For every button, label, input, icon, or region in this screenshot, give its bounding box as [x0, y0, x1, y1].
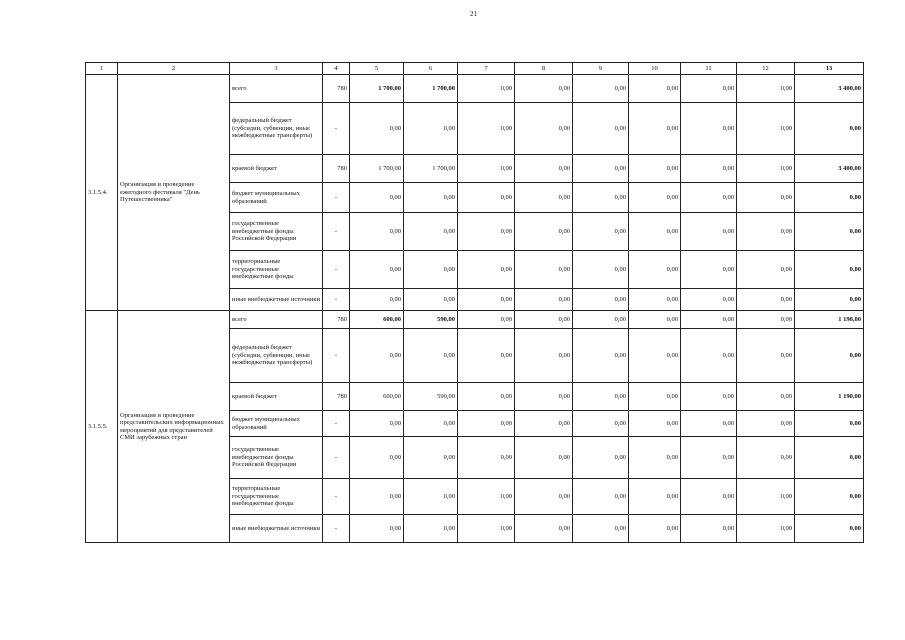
- value-cell-col-8: 0,00: [515, 329, 573, 383]
- value-cell-col-13: 0,00: [795, 213, 864, 251]
- col-4-value: -: [323, 183, 350, 213]
- col-4-value: -: [323, 103, 350, 155]
- value-cell-col-13: 0,00: [795, 329, 864, 383]
- value-cell-col-10: 0,00: [629, 329, 681, 383]
- value-cell-col-7: 0,00: [458, 329, 515, 383]
- funding-source: государственные внебюджетные фонды Российской Федерации: [230, 437, 323, 479]
- value-cell-col-9: 0,00: [573, 383, 629, 411]
- value-cell-col-8: 0,00: [515, 155, 573, 183]
- value-cell-col-9: 0,00: [573, 103, 629, 155]
- value-cell-col-5: 600,00: [350, 311, 404, 329]
- value-cell-col-13: 0,00: [795, 103, 864, 155]
- value-cell-col-9: 0,00: [573, 311, 629, 329]
- value-cell-col-8: 0,00: [515, 411, 573, 437]
- value-cell-col-10: 0,00: [629, 311, 681, 329]
- value-cell-col-12: 0,00: [737, 515, 795, 543]
- value-cell-col-5: 0,00: [350, 183, 404, 213]
- header-cell-9: 9: [573, 63, 629, 75]
- value-cell-col-5: 0,00: [350, 289, 404, 311]
- value-cell-col-9: 0,00: [573, 251, 629, 289]
- value-cell-col-5: 1 700,00: [350, 155, 404, 183]
- value-cell-col-6: 0,00: [404, 251, 458, 289]
- value-cell-col-13: 0,00: [795, 437, 864, 479]
- header-cell-8: 8: [515, 63, 573, 75]
- value-cell-col-13: 0,00: [795, 251, 864, 289]
- value-cell-col-9: 0,00: [573, 515, 629, 543]
- funding-source: бюджет муниципальных образований: [230, 183, 323, 213]
- value-cell-col-5: 0,00: [350, 479, 404, 515]
- value-cell-col-11: 0,00: [681, 311, 737, 329]
- value-cell-col-6: 0,00: [404, 103, 458, 155]
- value-cell-col-5: 1 700,00: [350, 75, 404, 103]
- value-cell-col-7: 0,00: [458, 251, 515, 289]
- value-cell-col-13: 0,00: [795, 289, 864, 311]
- budget-table: [85, 62, 864, 543]
- value-cell-col-11: 0,00: [681, 183, 737, 213]
- value-cell-col-8: 0,00: [515, 479, 573, 515]
- table-row: [86, 75, 864, 103]
- value-cell-col-10: 0,00: [629, 479, 681, 515]
- value-cell-col-11: 0,00: [681, 289, 737, 311]
- value-cell-col-6: 0,00: [404, 515, 458, 543]
- value-cell-col-5: 600,00: [350, 383, 404, 411]
- header-cell-2: 2: [118, 63, 230, 75]
- value-cell-col-9: 0,00: [573, 75, 629, 103]
- value-cell-col-13: 1 190,00: [795, 311, 864, 329]
- value-cell-col-5: 0,00: [350, 103, 404, 155]
- measure-code: 3.1.5.5.: [86, 311, 118, 543]
- measure-name: Организация и проведение ежегодного фестиваля "День Путешественника": [118, 75, 230, 311]
- col-4-value: -: [323, 479, 350, 515]
- header-cell-3: 3: [230, 63, 323, 75]
- header-cell-10: 10: [629, 63, 681, 75]
- col-4-value: -: [323, 515, 350, 543]
- funding-source: всего: [230, 311, 323, 329]
- value-cell-col-11: 0,00: [681, 155, 737, 183]
- header-row: [86, 63, 864, 75]
- value-cell-col-11: 0,00: [681, 437, 737, 479]
- value-cell-col-5: 0,00: [350, 213, 404, 251]
- value-cell-col-6: 0,00: [404, 411, 458, 437]
- value-cell-col-11: 0,00: [681, 411, 737, 437]
- value-cell-col-10: 0,00: [629, 213, 681, 251]
- value-cell-col-10: 0,00: [629, 383, 681, 411]
- col-4-value: -: [323, 437, 350, 479]
- col-4-value: -: [323, 213, 350, 251]
- value-cell-col-12: 0,00: [737, 437, 795, 479]
- value-cell-col-6: 1 700,00: [404, 75, 458, 103]
- value-cell-col-13: 3 400,00: [795, 155, 864, 183]
- funding-source: государственные внебюджетные фонды Российской Федерации: [230, 213, 323, 251]
- value-cell-col-9: 0,00: [573, 479, 629, 515]
- measure-name: Организация и проведение представительских информационных мероприятий для представителей СМИ зарубежных стран: [118, 311, 230, 543]
- value-cell-col-8: 0,00: [515, 251, 573, 289]
- value-cell-col-8: 0,00: [515, 213, 573, 251]
- value-cell-col-6: 1 700,00: [404, 155, 458, 183]
- col-4-value: 780: [323, 383, 350, 411]
- value-cell-col-7: 0,00: [458, 411, 515, 437]
- value-cell-col-9: 0,00: [573, 183, 629, 213]
- col-4-value: -: [323, 411, 350, 437]
- value-cell-col-11: 0,00: [681, 103, 737, 155]
- funding-source: иные внебюджетные источники: [230, 289, 323, 311]
- value-cell-col-7: 0,00: [458, 75, 515, 103]
- value-cell-col-10: 0,00: [629, 75, 681, 103]
- value-cell-col-10: 0,00: [629, 437, 681, 479]
- value-cell-col-7: 0,00: [458, 103, 515, 155]
- value-cell-col-7: 0,00: [458, 183, 515, 213]
- value-cell-col-8: 0,00: [515, 183, 573, 213]
- value-cell-col-6: 0,00: [404, 183, 458, 213]
- col-4-value: -: [323, 251, 350, 289]
- value-cell-col-6: 0,00: [404, 329, 458, 383]
- value-cell-col-6: 590,00: [404, 383, 458, 411]
- value-cell-col-9: 0,00: [573, 155, 629, 183]
- value-cell-col-12: 0,00: [737, 251, 795, 289]
- funding-source: краевой бюджет: [230, 383, 323, 411]
- value-cell-col-12: 0,00: [737, 329, 795, 383]
- value-cell-col-7: 0,00: [458, 383, 515, 411]
- value-cell-col-7: 0,00: [458, 213, 515, 251]
- value-cell-col-6: 0,00: [404, 437, 458, 479]
- page-number: 21: [470, 10, 477, 18]
- value-cell-col-10: 0,00: [629, 103, 681, 155]
- value-cell-col-13: 0,00: [795, 183, 864, 213]
- value-cell-col-7: 0,00: [458, 155, 515, 183]
- table-row: [86, 311, 864, 329]
- value-cell-col-6: 0,00: [404, 213, 458, 251]
- value-cell-col-13: 3 400,00: [795, 75, 864, 103]
- value-cell-col-6: 0,00: [404, 479, 458, 515]
- value-cell-col-12: 0,00: [737, 155, 795, 183]
- col-4-value: -: [323, 329, 350, 383]
- funding-source: территориальные государственные внебюджетные фонды: [230, 251, 323, 289]
- value-cell-col-6: 0,00: [404, 289, 458, 311]
- value-cell-col-8: 0,00: [515, 75, 573, 103]
- value-cell-col-8: 0,00: [515, 515, 573, 543]
- header-cell-5: 5: [350, 63, 404, 75]
- value-cell-col-11: 0,00: [681, 75, 737, 103]
- value-cell-col-12: 0,00: [737, 75, 795, 103]
- funding-source: территориальные государственные внебюджетные фонды: [230, 479, 323, 515]
- value-cell-col-6: 590,00: [404, 311, 458, 329]
- value-cell-col-9: 0,00: [573, 289, 629, 311]
- value-cell-col-7: 0,00: [458, 311, 515, 329]
- value-cell-col-11: 0,00: [681, 383, 737, 411]
- value-cell-col-10: 0,00: [629, 183, 681, 213]
- header-cell-7: 7: [458, 63, 515, 75]
- value-cell-col-11: 0,00: [681, 479, 737, 515]
- value-cell-col-10: 0,00: [629, 515, 681, 543]
- header-cell-1: 1: [86, 63, 118, 75]
- header-cell-4: 4: [323, 63, 350, 75]
- value-cell-col-5: 0,00: [350, 251, 404, 289]
- header-cell-11: 11: [681, 63, 737, 75]
- value-cell-col-12: 0,00: [737, 289, 795, 311]
- value-cell-col-9: 0,00: [573, 329, 629, 383]
- value-cell-col-8: 0,00: [515, 103, 573, 155]
- value-cell-col-12: 0,00: [737, 183, 795, 213]
- value-cell-col-12: 0,00: [737, 103, 795, 155]
- col-4-value: 780: [323, 75, 350, 103]
- value-cell-col-10: 0,00: [629, 289, 681, 311]
- value-cell-col-7: 0,00: [458, 479, 515, 515]
- value-cell-col-9: 0,00: [573, 437, 629, 479]
- value-cell-col-11: 0,00: [681, 251, 737, 289]
- value-cell-col-8: 0,00: [515, 437, 573, 479]
- header-cell-12: 12: [737, 63, 795, 75]
- col-4-value: 780: [323, 311, 350, 329]
- value-cell-col-12: 0,00: [737, 411, 795, 437]
- value-cell-col-10: 0,00: [629, 155, 681, 183]
- value-cell-col-10: 0,00: [629, 251, 681, 289]
- funding-source: федеральный бюджет (субсидии, субвенции, иные межбюджетные трансферты): [230, 103, 323, 155]
- funding-source: всего: [230, 75, 323, 103]
- value-cell-col-5: 0,00: [350, 411, 404, 437]
- value-cell-col-7: 0,00: [458, 289, 515, 311]
- value-cell-col-12: 0,00: [737, 311, 795, 329]
- value-cell-col-8: 0,00: [515, 289, 573, 311]
- value-cell-col-12: 0,00: [737, 479, 795, 515]
- value-cell-col-5: 0,00: [350, 437, 404, 479]
- value-cell-col-13: 0,00: [795, 479, 864, 515]
- value-cell-col-13: 0,00: [795, 515, 864, 543]
- value-cell-col-9: 0,00: [573, 411, 629, 437]
- value-cell-col-11: 0,00: [681, 329, 737, 383]
- value-cell-col-8: 0,00: [515, 383, 573, 411]
- header-cell-13: 13: [795, 63, 864, 75]
- funding-source: федеральный бюджет (субсидии, субвенции, иные межбюджетные трансферты): [230, 329, 323, 383]
- funding-source: краевой бюджет: [230, 155, 323, 183]
- value-cell-col-8: 0,00: [515, 311, 573, 329]
- funding-source: бюджет муниципальных образований: [230, 411, 323, 437]
- value-cell-col-13: 0,00: [795, 411, 864, 437]
- value-cell-col-10: 0,00: [629, 411, 681, 437]
- value-cell-col-5: 0,00: [350, 515, 404, 543]
- value-cell-col-11: 0,00: [681, 515, 737, 543]
- value-cell-col-12: 0,00: [737, 213, 795, 251]
- col-4-value: -: [323, 289, 350, 311]
- funding-source: иные внебюджетные источники: [230, 515, 323, 543]
- col-4-value: 780: [323, 155, 350, 183]
- value-cell-col-12: 0,00: [737, 383, 795, 411]
- value-cell-col-7: 0,00: [458, 437, 515, 479]
- value-cell-col-13: 1 190,00: [795, 383, 864, 411]
- value-cell-col-9: 0,00: [573, 213, 629, 251]
- value-cell-col-7: 0,00: [458, 515, 515, 543]
- measure-code: 3.1.5.4.: [86, 75, 118, 311]
- header-cell-6: 6: [404, 63, 458, 75]
- value-cell-col-5: 0,00: [350, 329, 404, 383]
- value-cell-col-11: 0,00: [681, 213, 737, 251]
